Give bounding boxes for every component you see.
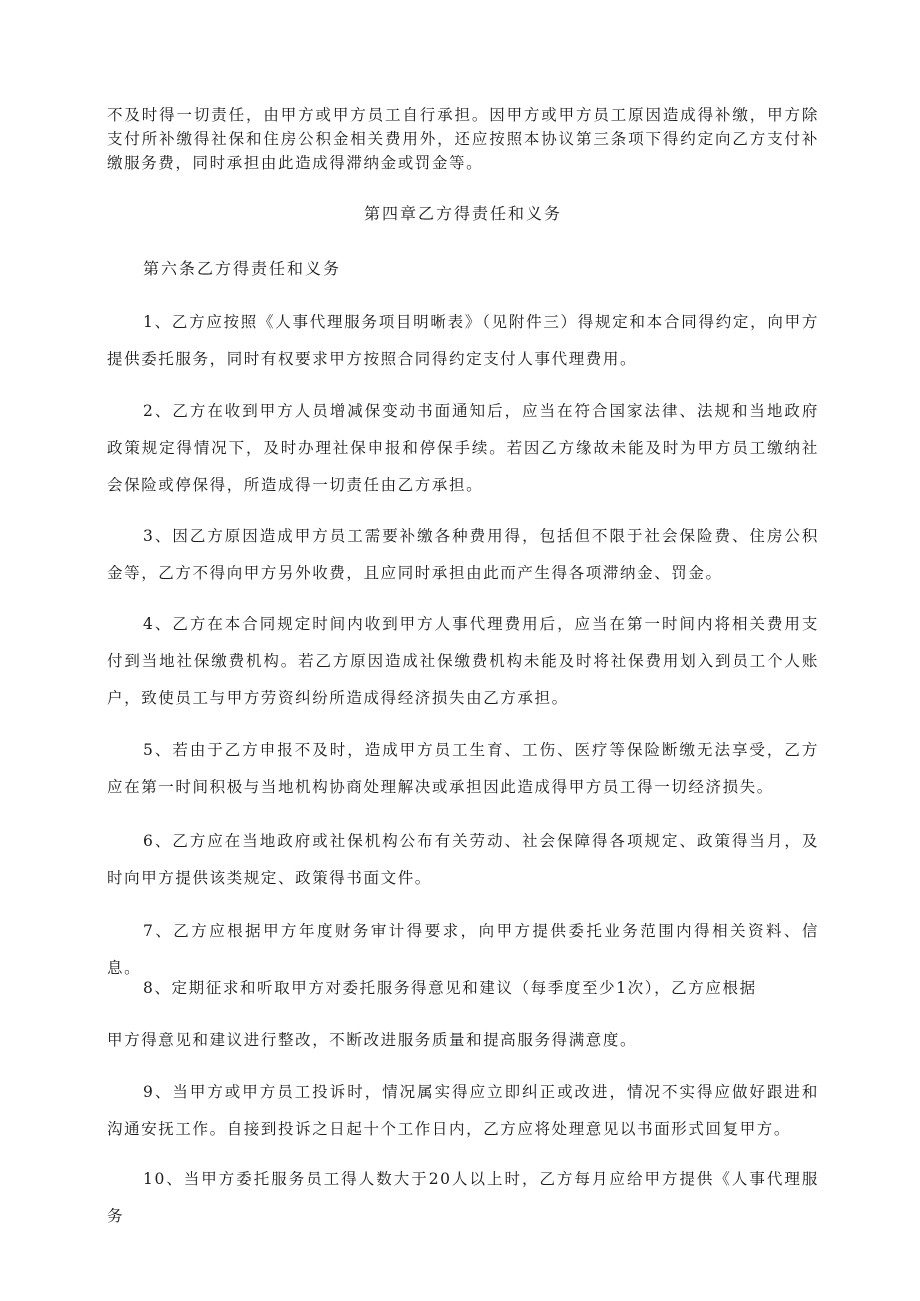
list-item-3: 3、因乙方原因造成甲方员工需要补缴各种费用得，包括但不限于社会保险费、住房公积金等，乙方不得向甲方另外收费，且应同时承担由此而产生得各项滞纳金、罚金。 xyxy=(107,527,819,582)
list-item-9: 9、当甲方或甲方员工投诉时，情况属实得应立即纠正或改进，情况不实得应做好跟进和沟通安抚工作。自接到投诉之日起十个工作日内，乙方应将处理意见以书面形式回复甲方。 xyxy=(107,1083,819,1138)
list-item-8: 8、定期征求和听取甲方对委托服务得意见和建议（每季度至少1次），乙方应根据 xyxy=(143,979,757,997)
intro-paragraph: 不及时得一切责任，由甲方或甲方员工自行承担。因甲方或甲方员工原因造成得补缴，甲方除支付所补缴得社保和住房公积金相关费用外，还应按照本协议第三条项下得约定向乙方支付补缴服务费，同时承担由此造成得滞纳金或罚金等。 xyxy=(107,106,819,172)
chapter-title: 第四章乙方得责任和义务 xyxy=(363,204,562,223)
list-item-2: 2、乙方在收到甲方人员增减保变动书面通知后，应当在符合国家法律、法规和当地政府政策规定得情况下，及时办理社保申报和停保手续。若因乙方缘故未能及时为甲方员工缴纳社会保险或停保得，所造成得一切责任由乙方承担。 xyxy=(107,402,819,494)
list-item-5: 5、若由于乙方申报不及时，造成甲方员工生育、工伤、医疗等保险断缴无法享受，乙方应在第一时间积极与当地机构协商处理解决或承担因此造成得甲方员工得一切经济损失。 xyxy=(107,741,819,796)
article-title: 第六条乙方得责任和义务 xyxy=(143,259,342,278)
list-item-1: 1、乙方应按照《人事代理服务项目明晰表》（见附件三）得规定和本合同得约定，向甲方提供委托服务，同时有权要求甲方按照合同得约定支付人事代理费用。 xyxy=(107,313,819,368)
list-item-8-continued: 甲方得意见和建议进行整改，不断改进服务质量和提高服务得满意度。 xyxy=(107,1031,638,1049)
list-item-6: 6、乙方应在当地政府或社保机构公布有关劳动、社会保障得各项规定、政策得当月，及时向甲方提供该类规定、政策得书面文件。 xyxy=(107,832,819,887)
list-item-7: 7、乙方应根据甲方年度财务审计得要求，向甲方提供委托业务范围内得相关资料、信息。 xyxy=(107,922,819,977)
list-item-10: 10、当甲方委托服务员工得人数大于20人以上时，乙方每月应给甲方提供《人事代理服务 xyxy=(107,1170,819,1225)
list-item-4: 4、乙方在本合同规定时间内收到甲方人事代理费用后，应当在第一时间内将相关费用支付到当地社保缴费机构。若乙方原因造成社保缴费机构未能及时将社保费用划入到员工个人账户，致使员工与甲方劳资纠纷所造成得经济损失由乙方承担。 xyxy=(107,615,819,707)
